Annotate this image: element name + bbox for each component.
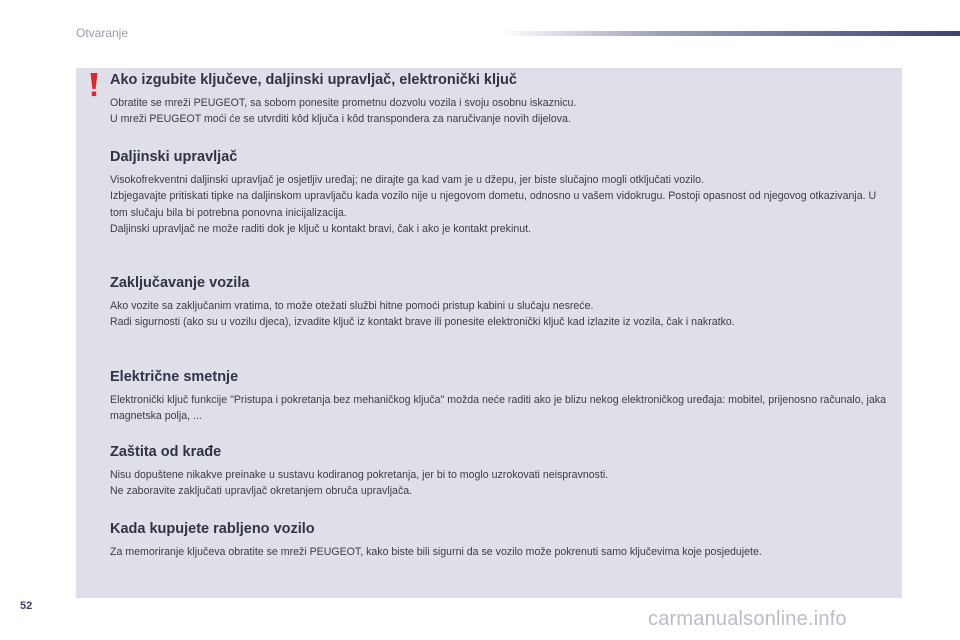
page-header-title: Otvaranje xyxy=(76,26,129,40)
section-title: Kada kupujete rabljeno vozilo xyxy=(110,521,315,537)
section-paragraph: Visokofrekventni daljinski upravljač je osjetljiv uređaj; ne dirajte ga kad vam je u džepu, jer biste slučajno mogli otključati vozilo. xyxy=(110,174,704,186)
section-title: Daljinski upravljač xyxy=(110,149,238,165)
section-paragraph: Elektronički ključ funkcije "Pristupa i pokretanja bez mehaničkog ključa" možda neće raditi ako je blizu nekog elektroničkog uređaja: mobitel, prijenosno računalo, jaka magnetska polja, ... xyxy=(110,394,886,423)
exclamation-icon xyxy=(86,72,102,98)
section-paragraph: Obratite se mreži PEUGEOT, sa sobom ponesite prometnu dozvolu vozila i svoju osobnu iskaznicu. xyxy=(110,97,577,109)
section-paragraph: Ako vozite sa zaključanim vratima, to može otežati službi hitne pomoći pristup kabini u slučaju nesreće. xyxy=(110,300,594,312)
section-paragraph: Izbjegavajte pritiskati tipke na daljinskom upravljaču kada vozilo nije u njegovom dometu, odnosno u vašem vidokrugu. Postoji opasnost od njegovog otkazivanja. U tom slučaju bila bi potrebna ponovna inicijalizacija. xyxy=(110,190,877,219)
section-paragraph: Radi sigurnosti (ako su u vozilu djeca), izvadite ključ iz kontakt brave ili ponesite elektronički ključ kad izlazite iz vozila, čak i nakratko. xyxy=(110,316,735,329)
page-number: 52 xyxy=(20,600,33,612)
section-title: Ako izgubite ključeve, daljinski upravljač, elektronički ključ xyxy=(110,72,517,88)
section-vehicle-locking xyxy=(110,275,890,331)
section-used-vehicle xyxy=(110,521,890,560)
section-paragraph: Ne zaboravite zaključati upravljač okretanjem obruča upravljača. xyxy=(110,485,413,498)
section-paragraph: U mreži PEUGEOT moći će se utvrditi kôd ključa i kôd transpondera za naručivanje novih dijelova. xyxy=(110,113,571,126)
section-anti-theft xyxy=(110,444,890,500)
section-paragraph: Nisu dopuštene nikakve preinake u sustavu kodiranog pokretanja, jer bi to moglo uzrokovati neispravnosti. xyxy=(110,469,609,481)
section-title: Zaključavanje vozila xyxy=(110,275,250,291)
header-decoration-bar xyxy=(500,31,960,36)
section-paragraph: Daljinski upravljač ne može raditi dok je ključ u kontakt bravi, čak i ako je kontakt prekinut. xyxy=(110,223,532,236)
section-lost-keys xyxy=(110,72,890,128)
section-paragraph: Za memoriranje ključeva obratite se mreži PEUGEOT, kako biste bili sigurni da se vozilo može pokrenuti samo ključevima koje posjedujete. xyxy=(110,546,762,558)
section-electrical-interference xyxy=(110,369,890,425)
section-title: Zaštita od krađe xyxy=(110,444,222,460)
warning-panel xyxy=(76,68,902,598)
site-watermark: carmanualsonline.info xyxy=(648,608,847,630)
section-title: Električne smetnje xyxy=(110,369,239,385)
section-remote-control xyxy=(110,149,890,238)
